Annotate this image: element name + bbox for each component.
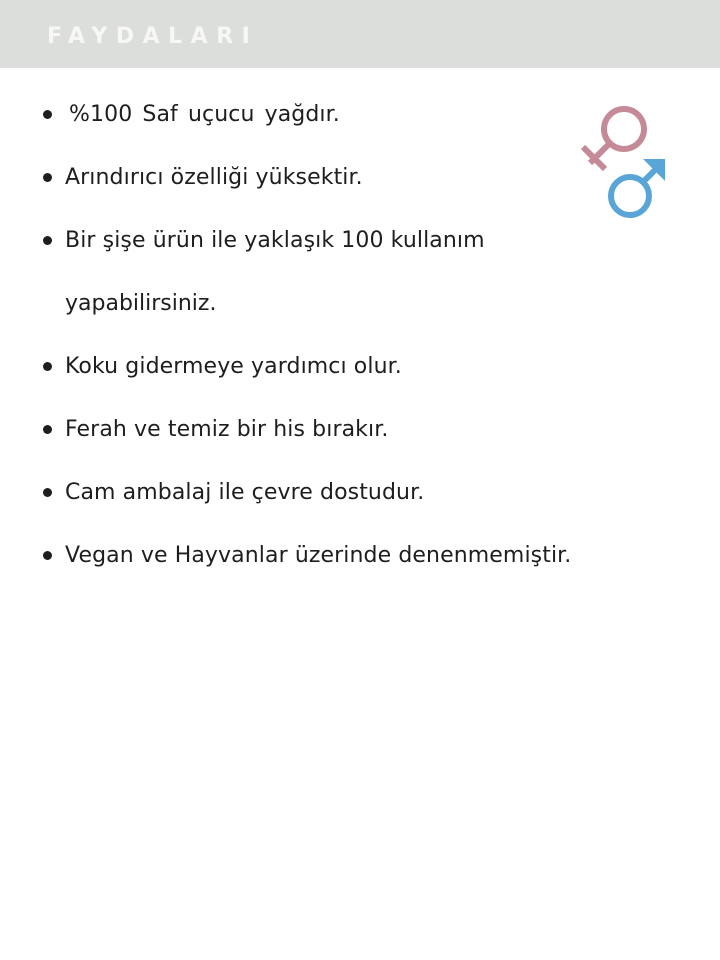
benefit-text: %100 Saf uçucu yağdır. bbox=[69, 102, 340, 127]
list-item bbox=[0, 473, 640, 513]
bullet-icon bbox=[43, 551, 52, 560]
bullet-icon bbox=[43, 488, 52, 497]
list-item bbox=[0, 221, 640, 261]
benefit-text: Koku gidermeye yardımcı olur. bbox=[65, 354, 402, 379]
bullet-icon bbox=[43, 362, 52, 371]
section-title: FAYDALARI bbox=[47, 24, 259, 49]
bullet-icon bbox=[43, 173, 52, 182]
bullet-icon bbox=[43, 110, 52, 119]
list-item-continuation bbox=[0, 284, 640, 324]
bullet-icon bbox=[43, 236, 52, 245]
list-item bbox=[0, 95, 640, 135]
benefit-text: Cam ambalaj ile çevre dostudur. bbox=[65, 480, 425, 505]
list-item bbox=[0, 158, 640, 198]
header-banner bbox=[0, 0, 720, 68]
list-item bbox=[0, 536, 640, 576]
benefit-text-continuation: yapabilirsiniz. bbox=[65, 291, 217, 316]
benefit-text: Arındırıcı özelliği yüksektir. bbox=[65, 165, 363, 190]
benefit-text: Ferah ve temiz bir his bırakır. bbox=[65, 417, 389, 442]
bullet-icon bbox=[43, 425, 52, 434]
benefit-text: Vegan ve Hayvanlar üzerinde denenmemiştir. bbox=[65, 543, 572, 568]
list-item bbox=[0, 347, 640, 387]
list-item bbox=[0, 410, 640, 450]
benefit-text: Bir şişe ürün ile yaklaşık 100 kullanım bbox=[65, 228, 485, 253]
